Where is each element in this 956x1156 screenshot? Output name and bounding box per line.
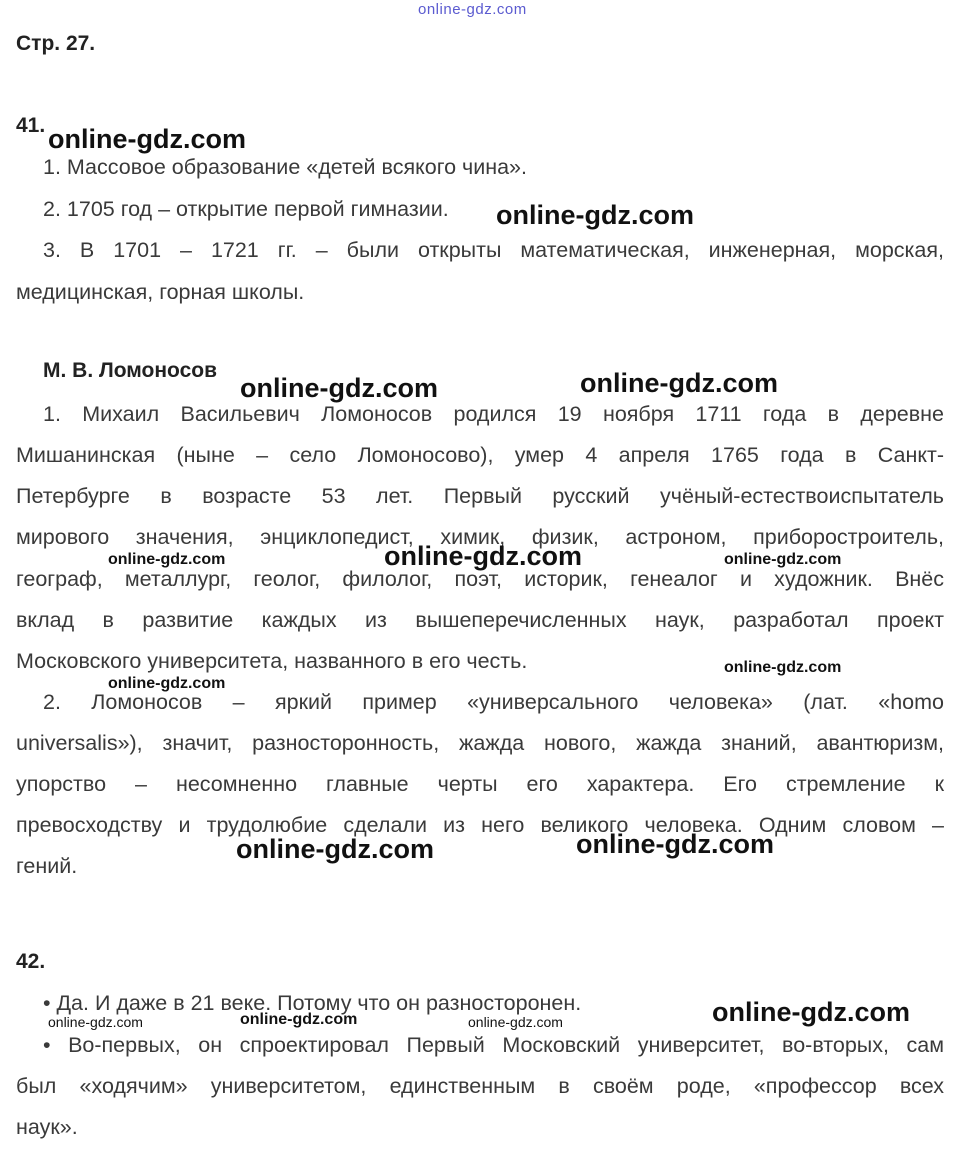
q41-line-2: 2. 1705 год – открытие первой гимназии. — [43, 197, 449, 221]
watermark: online-gdz.com — [48, 124, 246, 154]
q42-line-4: наук». — [16, 1115, 78, 1139]
lomonosov-heading: М. В. Ломоносов — [43, 359, 218, 382]
q41-line-3: 3. В 1701 – 1721 гг. – были открыты математическая, инженерная, морская, — [43, 238, 944, 262]
watermark: online-gdz.com — [240, 1011, 358, 1028]
watermark: online-gdz.com — [724, 551, 842, 568]
q42-line-3: был «ходячим» университетом, единственным в своём роде, «профессор всех — [16, 1074, 944, 1098]
watermark: online-gdz.com — [108, 551, 226, 568]
watermark: online-gdz.com — [580, 368, 778, 398]
watermark: online-gdz.com — [576, 829, 774, 859]
watermark: online-gdz.com — [240, 373, 438, 403]
q41-line-4: медицинская, горная школы. — [16, 280, 305, 304]
lomonosov-line-2: Мишанинская (ныне – село Ломоносово), умер 4 апреля 1765 года в Санкт- — [16, 443, 944, 467]
lomonosov-line-8: 2. Ломоносов – яркий пример «универсального человека» (лат. «homo — [43, 690, 944, 714]
watermark: online-gdz.com — [724, 659, 842, 676]
watermark: online-gdz.com — [384, 541, 582, 571]
lomonosov-line-3: Петербурге в возрасте 53 лет. Первый русский учёный-естествоиспытатель — [16, 484, 944, 508]
lomonosov-line-1: 1. Михаил Васильевич Ломоносов родился 19 ноября 1711 года в деревне — [43, 402, 944, 426]
watermark: online-gdz.com — [468, 1014, 563, 1030]
top-watermark: online-gdz.com — [418, 1, 527, 18]
q41-line-1: 1. Массовое образование «детей всякого чина». — [43, 155, 527, 179]
page-title: Стр. 27. — [16, 32, 96, 55]
lomonosov-line-12: гений. — [16, 854, 78, 878]
lomonosov-line-9: universalis»), значит, разносторонность, жажда нового, жажда знаний, авантюризм, — [16, 731, 944, 755]
watermark: online-gdz.com — [48, 1014, 143, 1030]
lomonosov-line-11: превосходству и трудолюбие сделали из него великого человека. Одним словом – — [16, 813, 944, 837]
question-41-number: 41. — [16, 114, 46, 137]
watermark: online-gdz.com — [108, 675, 226, 692]
watermark: online-gdz.com — [236, 834, 434, 864]
lomonosov-line-10: упорство – несомненно главные черты его характера. Его стремление к — [16, 772, 944, 796]
watermark: online-gdz.com — [712, 997, 910, 1027]
watermark: online-gdz.com — [496, 200, 694, 230]
q42-line-2: • Во-первых, он спроектировал Первый Московский университет, во-вторых, сам — [43, 1033, 944, 1057]
q42-line-1: • Да. И даже в 21 веке. Потому что он разносторонен. — [43, 991, 582, 1015]
lomonosov-line-6: вклад в развитие каждых из вышеперечисленных наук, разработал проект — [16, 608, 944, 632]
lomonosov-line-5: географ, металлург, геолог, филолог, поэт, историк, генеалог и художник. Внёс — [16, 567, 944, 591]
lomonosov-line-7: Московского университета, названного в его честь. — [16, 649, 528, 673]
question-42-number: 42. — [16, 950, 46, 973]
lomonosov-line-4: мирового значения, энциклопедист, химик, физик, астроном, приборостроитель, — [16, 525, 944, 549]
